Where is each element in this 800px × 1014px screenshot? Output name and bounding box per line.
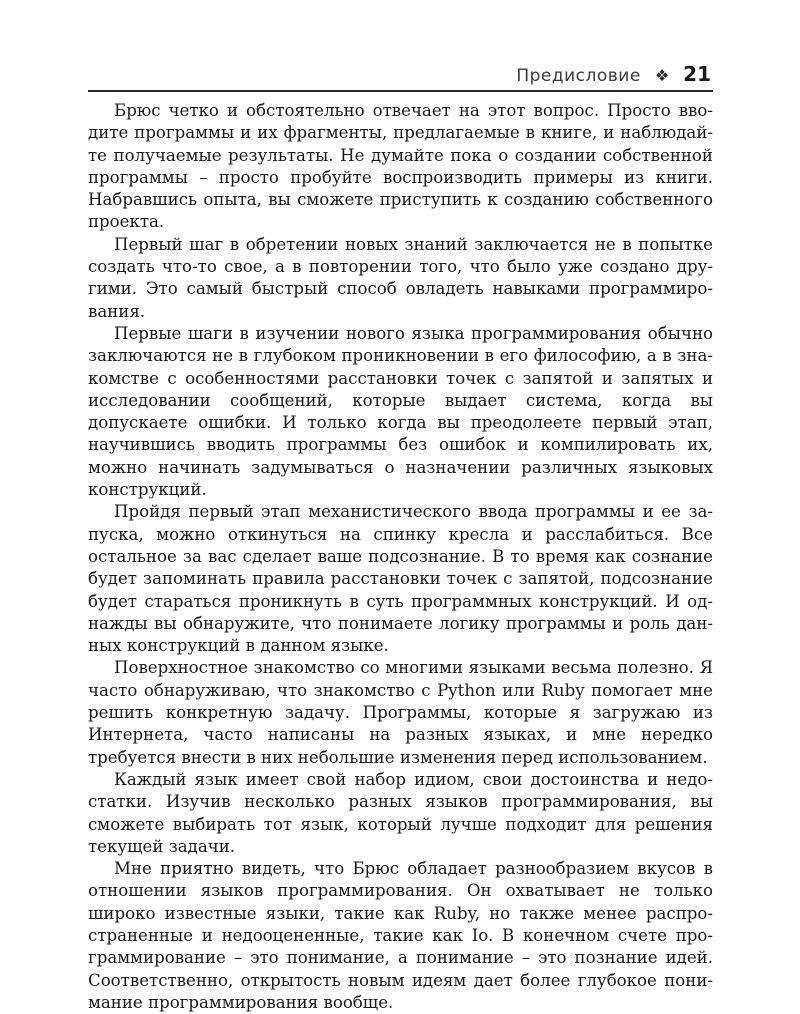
paragraph: Брюс четко и обстоятельно отвечает на этот вопрос. Просто вводите программы и их фрагменты, предлагаемые в книге, и наблюдайте получаемые результаты. Не думайте пока о создании собственной программы – просто пробуйте воспроизводить примеры из книги. Набравшись опыта, вы сможете приступить к созданию собственного проекта. (88, 101, 713, 232)
body-text (88, 100, 713, 1014)
paragraph: Каждый язык имеет свой набор идиом, свои достоинства и недостатки. Изучив несколько разных языков программирования, вы сможете выбирать тот язык, который лучше подходит для решения текущей задачи. (88, 769, 713, 856)
ornament-icon: ❖ (654, 66, 670, 85)
section-title: Предисловие (516, 66, 641, 86)
running-header (88, 60, 713, 92)
paragraph: Мне приятно видеть, что Брюс обладает разнообразием вкусов в отношении языков программирования. Он охватывает не только широко известные языки, такие как Ruby, но также менее распространенные и недооцененные, такие как Io. В конечном счете программирование – это понимание, а понимание – это познание идей. Соответственно, открытость новым идеям дает более глубокое понимание программирования вообще. (88, 859, 713, 1012)
paragraph: Поверхностное знакомство со многими языками весьма полезно. Я часто обнаруживаю, что знакомство с Python или Ruby помогает мне решить конкретную задачу. Программы, которые я загружаю из Интернета, часто написаны на разных языках, и мне нередко требуется внести в них небольшие изменения перед использованием. (88, 658, 713, 767)
page-number: 21 (683, 62, 711, 86)
paragraph: Первые шаги в изучении нового языка программирования обычно заключаются не в глубоком проникновении в его философию, а в знакомстве с особенностями расстановки точек с запятой и запятых и исследовании сообщений, которые выдает система, когда вы допускаете ошибки. И только когда вы преодолеете первый этап, научившись вводить программы без ошибок и компилировать их, можно начинать задумываться о назначении различных языковых конструкций. (88, 323, 713, 500)
paragraph: Первый шаг в обретении новых знаний заключается не в попытке создать что-то свое, а в повторении того, что было уже создано другими. Это самый быстрый способ овладеть навыками программирования. (88, 234, 713, 321)
header-content (516, 62, 711, 86)
paragraph: Пройдя первый этап механистического ввода программы и ее запуска, можно откинуться на спинку кресла и расслабиться. Все остальное за вас сделает ваше подсознание. В то время как сознание будет запоминать правила расстановки точек с запятой, подсознание будет стараться проникнуть в суть программных конструкций. И однажды вы обнаружите, что понимаете логику программы и роль данных конструкций в данном языке. (88, 502, 713, 656)
